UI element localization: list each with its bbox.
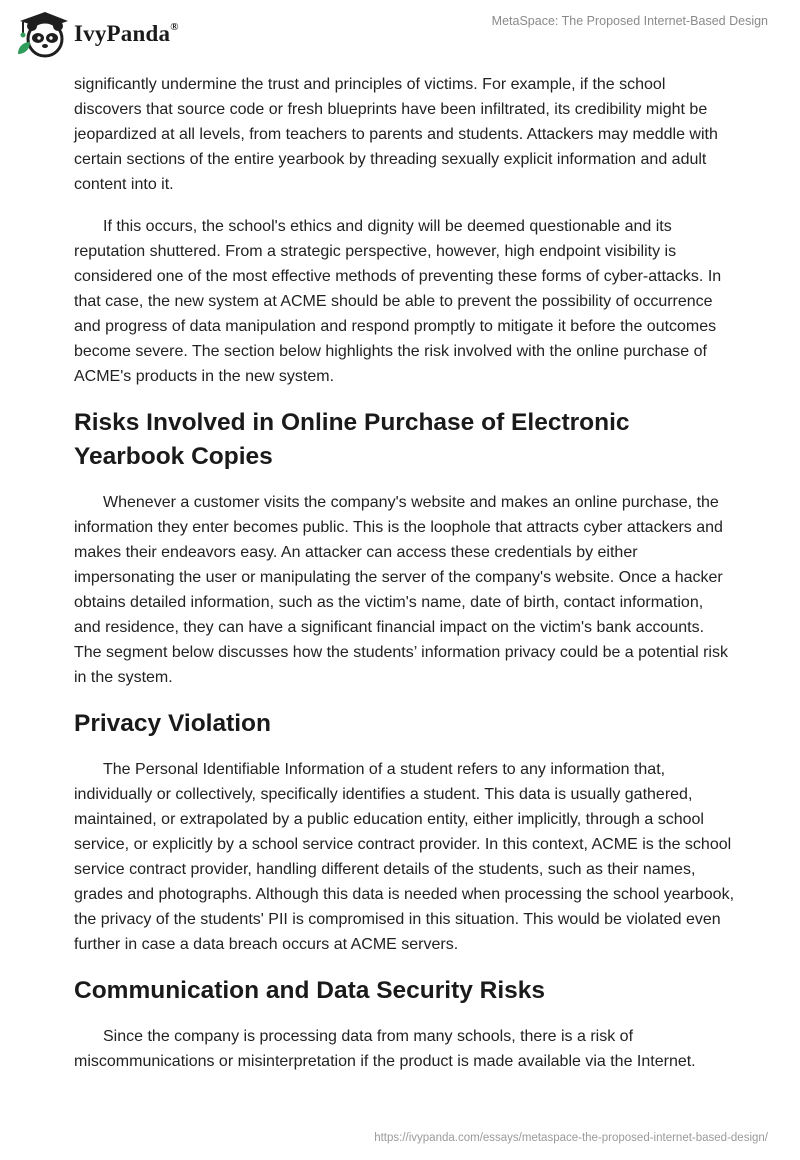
heading-online-purchase-risks: Risks Involved in Online Purchase of Electronic Yearbook Copies bbox=[74, 409, 630, 470]
ivypanda-logo[interactable] bbox=[14, 8, 274, 60]
page-header bbox=[0, 0, 800, 70]
heading-communication-security-risks: Communication and Data Security Risks bbox=[74, 977, 546, 1004]
essay-content bbox=[74, 72, 734, 1091]
paragraph-2: If this occurs, the school's ethics and dignity will be deemed questionable and its reputation shuttered. From a strategic perspective, however, high endpoint visibility is considered one of the most effective methods of preventing these forms of cyber-attacks. In that case, the new system at ACME should be able to prevent the possibility of occurrence and progress of data manipulation and respond promptly to mitigate it before the outcomes become severe. The section below highlights the risk involved with the online purchase of ACME's products in the new system. bbox=[74, 218, 722, 385]
paragraph-4: The Personal Identifiable Information of a student refers to any information that, individually or collectively, specifically identifies a student. This data is usually gathered, maintained, or extrapolated by a public education entity, either implicitly, through a school service, or explicitly by a school service contract provider. In this context, ACME is the school service contract provider, handling different details of the students, such as their names, grades and photographs. Although this data is needed when processing the school yearbook, the privacy of the students' PII is compromised in this situation. This would be violated even further in case a data breach occurs at ACME servers. bbox=[74, 761, 735, 953]
paragraph-5: Since the company is processing data from many schools, there is a risk of miscommunications or misinterpretation if the product is made available via the Internet. bbox=[74, 1028, 696, 1070]
source-url[interactable]: https://ivypanda.com/essays/metaspace-the-proposed-internet-based-design/ bbox=[374, 1132, 768, 1144]
panda-graduate-icon bbox=[14, 8, 70, 60]
heading-privacy-violation: Privacy Violation bbox=[74, 710, 271, 737]
document-title: MetaSpace: The Proposed Internet-Based Design bbox=[491, 14, 768, 28]
paragraph-3: Whenever a customer visits the company's website and makes an online purchase, the information they enter becomes public. This is the loophole that attracts cyber attackers and makes their endeavors easy. An attacker can access these credentials by either impersonating the user or manipulating the server of the company's website. Once a hacker obtains detailed information, such as the victim's name, date of birth, contact information, and residence, they can have a significant financial impact on the victim's bank accounts. The segment below discusses how the students’ information privacy could be a potential risk in the system. bbox=[74, 494, 728, 686]
logo-text: IvyPanda® bbox=[74, 21, 179, 46]
paragraph-1: significantly undermine the trust and principles of victims. For example, if the school discovers that source code or fresh blueprints have been infiltrated, its credibility might be jeopardized at all levels, from teachers to parents and students. Attackers may meddle with certain sections of the entire yearbook by threading sexually explicit information and adult content into it. bbox=[74, 76, 718, 193]
